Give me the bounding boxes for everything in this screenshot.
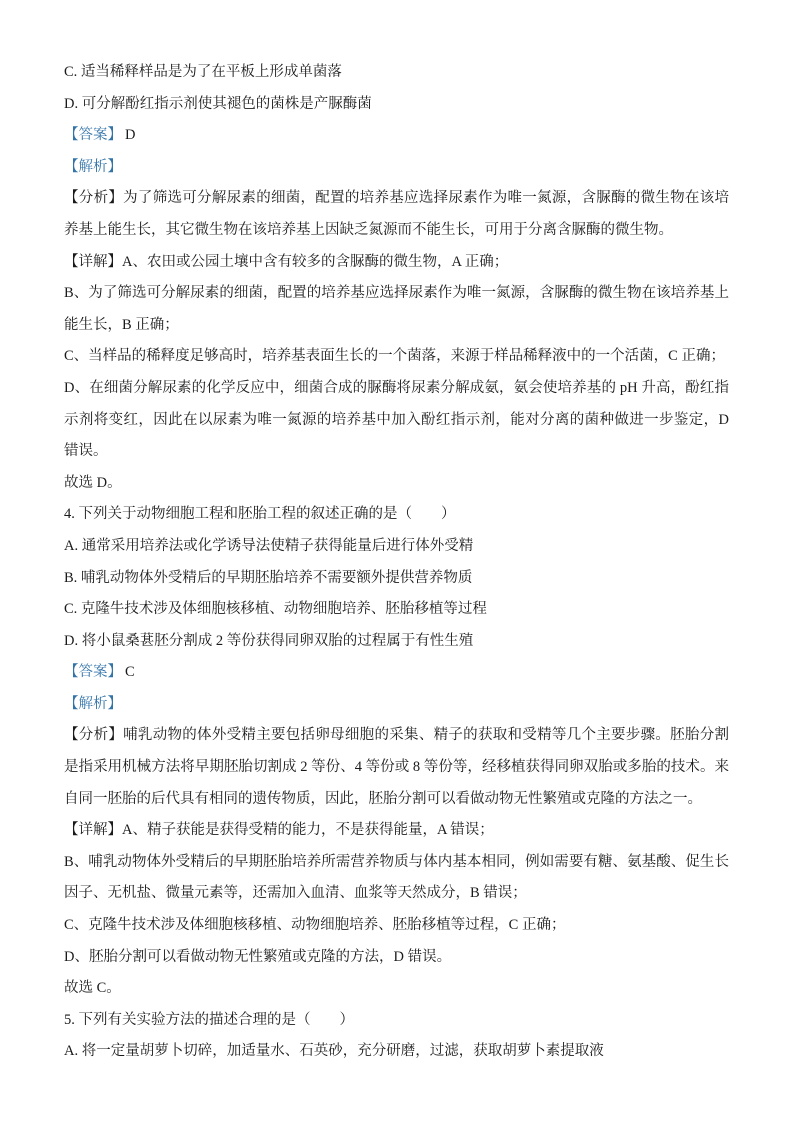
q4-detail-c: C、克隆牛技术涉及体细胞核移植、动物细胞培养、胚胎移植等过程，C 正确； <box>64 917 566 934</box>
answer-label: 【答案】 <box>64 127 122 144</box>
q3-detail-c: C、当样品的稀释度足够高时，培养基表面生长的一个菌落，来源于样品稀释液中的一个活菌，C 正确； <box>64 348 725 365</box>
q3-option-d: D. 可分解酚红指示剂使其褪色的菌株是产脲酶菌 <box>64 95 372 112</box>
q4-option-a: A. 通常采用培养法或化学诱导法使精子获得能量后进行体外受精 <box>64 537 474 554</box>
q4-option-b: B. 哺乳动物体外受精后的早期胚胎培养不需要额外提供营养物质 <box>64 569 473 586</box>
q4-stem: 4. 下列关于动物细胞工程和胚胎工程的叙述正确的是（ ） <box>64 506 456 523</box>
q4-option-d: D. 将小鼠桑葚胚分割成 2 等份获得同卵双胎的过程属于有性生殖 <box>64 632 474 649</box>
answer-value: D <box>125 127 136 144</box>
q4-analysis-paragraph: 【分析】哺乳动物的体外受精主要包括卵母细胞的采集、精子的获取和受精等几个主要步骤。胚胎分割是指采用机械方法将早期胚胎切割成 2 等份、4 等份或 8 等份等，经移植获得同卵双胎或多胎的技术。来自同一胚胎的后代具有相同的遗传物质，因此，胚胎分割可以看做动物无性繁殖或克隆的方法之一。 <box>64 727 729 807</box>
analysis-label: 【解析】 <box>64 158 122 175</box>
q3-analysis-paragraph: 【分析】为了筛选可分解尿素的细菌，配置的培养基应选择尿素作为唯一氮源，含脲酶的微生物在该培养基上能生长，其它微生物在该培养基上因缺乏氮源而不能生长，可用于分离含脲酶的微生物。 <box>64 190 729 238</box>
q4-option-c: C. 克隆牛技术涉及体细胞核移植、动物细胞培养、胚胎移植等过程 <box>64 601 487 618</box>
q3-conclusion: 故选 D。 <box>64 474 122 491</box>
q3-option-c: C. 适当稀释样品是为了在平板上形成单菌落 <box>64 64 342 80</box>
q4-answer-line <box>64 657 729 689</box>
q4-detail-b: B、哺乳动物体外受精后的早期胚胎培养所需营养物质与体内基本相同，例如需要有糖、氨基酸、促生长因子、无机盐、微量元素等，还需加入血清、血浆等天然成分，B 错误； <box>64 853 729 902</box>
q3-detail-d: D、在细菌分解尿素的化学反应中，细菌合成的脲酶将尿素分解成氨，氨会使培养基的 pH 升高，酚红指示剂将变红，因此在以尿素为唯一氮源的培养基中加入酚红指示剂，能对分离的菌种做进一步鉴定，D 错误。 <box>64 379 729 460</box>
q5-stem: 5. 下列有关实验方法的描述合理的是（ ） <box>64 1011 354 1028</box>
q4-detail-a: 【详解】A、精子获能是获得受精的能力，不是获得能量，A 错误； <box>64 822 494 839</box>
answer-label: 【答案】 <box>64 664 122 681</box>
q3-analysis-header <box>64 152 729 184</box>
analysis-label: 【解析】 <box>64 695 122 712</box>
q3-detail-a: 【详解】A、农田或公园土壤中含有较多的含脲酶的微生物，A 正确； <box>64 253 509 270</box>
analysis-header-text <box>122 159 125 175</box>
q4-conclusion: 故选 C。 <box>64 980 121 997</box>
q3-answer-line <box>64 120 729 152</box>
q4-analysis-header <box>64 689 729 721</box>
q4-detail-d: D、胚胎分割可以看做动物无性繁殖或克隆的方法，D 错误。 <box>64 948 452 965</box>
q5-option-a: A. 将一定量胡萝卜切碎，加适量水、石英砂，充分研磨，过滤，获取胡萝卜素提取液 <box>64 1043 604 1060</box>
analysis-header-text <box>122 696 125 712</box>
answer-value: C <box>125 664 135 681</box>
q3-detail-b: B、为了筛选可分解尿素的细菌，配置的培养基应选择尿素作为唯一氮源，含脲酶的微生物在该培养基上能生长，B 正确； <box>64 285 729 333</box>
